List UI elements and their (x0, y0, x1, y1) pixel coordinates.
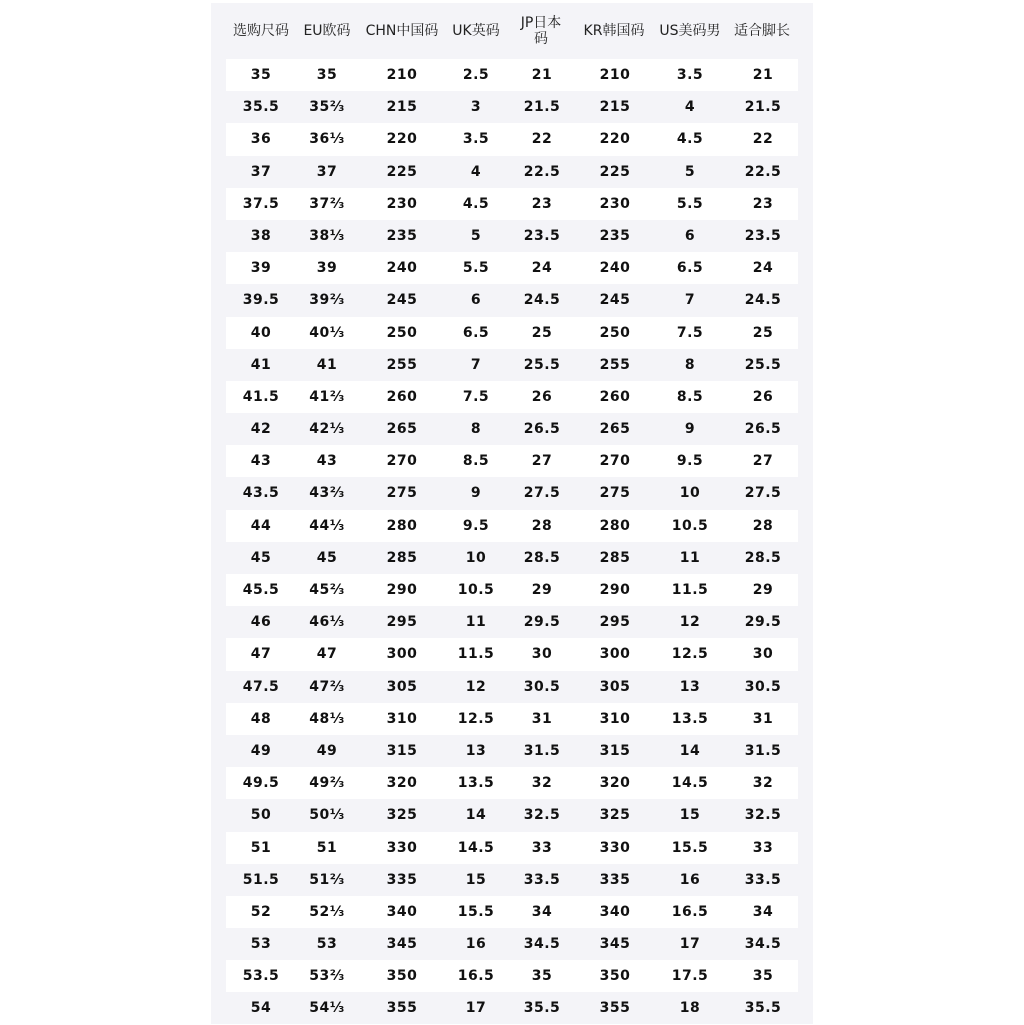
table-cell-uk: 12.5 (457, 710, 495, 727)
table-cell-kr: 240 (599, 260, 631, 277)
table-cell-eu: 35⅔ (309, 99, 345, 116)
table-cell-foot-length: 32.5 (744, 807, 782, 824)
table-cell-kr: 355 (599, 1000, 631, 1017)
table-cell-jp: 25 (531, 324, 553, 341)
table-cell-us: 15 (679, 807, 701, 824)
table-cell-eu: 40⅓ (309, 324, 345, 341)
table-cell-us: 6 (684, 227, 696, 244)
table-cell-kr: 250 (599, 324, 631, 341)
table-cell-eu: 45 (316, 549, 338, 566)
table-cell-uk: 11.5 (457, 646, 495, 663)
table-cell-size: 42 (250, 421, 272, 438)
table-cell-size: 52 (250, 903, 272, 920)
table-cell-chn: 265 (386, 421, 418, 438)
table-cell-jp: 25.5 (523, 356, 561, 373)
table-cell-foot-length: 22.5 (744, 163, 782, 180)
table-cell-uk: 7.5 (462, 388, 490, 405)
table-cell-chn: 210 (386, 67, 418, 83)
table-cell-jp: 30.5 (523, 678, 561, 695)
table-cell-us: 4 (684, 99, 696, 116)
table-cell-size: 51 (250, 839, 272, 856)
table-cell-uk: 11 (465, 614, 487, 631)
table-cell-size: 37 (250, 163, 272, 180)
table-cell-us: 16 (679, 871, 701, 888)
table-cell-size: 39 (250, 260, 272, 277)
table-cell-chn: 215 (386, 99, 418, 116)
table-cell-jp: 22 (531, 131, 553, 148)
table-row (226, 445, 798, 477)
table-row (226, 220, 798, 252)
table-cell-foot-length: 31.5 (744, 742, 782, 759)
table-cell-uk: 14 (465, 807, 487, 824)
table-cell-chn: 330 (386, 839, 418, 856)
table-cell-foot-length: 26 (752, 388, 774, 405)
table-cell-us: 7 (684, 292, 696, 309)
table-cell-kr: 320 (599, 775, 631, 792)
table-cell-size: 40 (250, 324, 272, 341)
size-chart-panel (211, 3, 813, 1024)
table-cell-jp: 26.5 (523, 421, 561, 438)
table-cell-chn: 295 (386, 614, 418, 631)
header-cell-foot-length: 适合脚长 (734, 22, 790, 39)
table-cell-eu: 53⅔ (309, 968, 345, 985)
table-cell-size: 49 (250, 742, 272, 759)
table-cell-foot-length: 27 (752, 453, 774, 470)
table-cell-jp: 32 (531, 775, 553, 792)
table-cell-uk: 17 (465, 1000, 487, 1017)
table-cell-uk: 9.5 (462, 517, 490, 534)
table-cell-chn: 230 (386, 195, 418, 212)
table-row (226, 477, 798, 509)
table-cell-foot-length: 33 (752, 839, 774, 856)
table-cell-us: 6.5 (676, 260, 704, 277)
table-row (226, 735, 798, 767)
table-cell-kr: 230 (599, 195, 631, 212)
table-cell-uk: 5 (470, 227, 482, 244)
table-row (226, 799, 798, 831)
table-cell-foot-length: 35 (752, 968, 774, 985)
table-cell-chn: 305 (386, 678, 418, 695)
table-cell-kr: 220 (599, 131, 631, 148)
table-cell-uk: 3 (470, 99, 482, 116)
table-cell-foot-length: 34 (752, 903, 774, 920)
table-cell-us: 14 (679, 742, 701, 759)
table-cell-size: 47 (250, 646, 272, 663)
table-cell-kr: 270 (599, 453, 631, 470)
table-cell-us: 14.5 (671, 775, 709, 792)
table-cell-chn: 300 (386, 646, 418, 663)
table-cell-kr: 235 (599, 227, 631, 244)
table-cell-us: 11 (679, 549, 701, 566)
table-cell-uk: 12 (465, 678, 487, 695)
table-cell-jp: 23 (531, 195, 553, 212)
table-cell-eu: 43 (316, 453, 338, 470)
table-cell-jp: 34.5 (523, 936, 561, 953)
table-cell-kr: 315 (599, 742, 631, 759)
table-cell-kr: 325 (599, 807, 631, 824)
table-cell-size: 43 (250, 453, 272, 470)
table-cell-us: 17.5 (671, 968, 709, 985)
table-cell-us: 5.5 (676, 195, 704, 212)
table-cell-jp: 30 (531, 646, 553, 663)
table-row (226, 703, 798, 735)
table-cell-size: 50 (250, 807, 272, 824)
table-cell-kr: 310 (599, 710, 631, 727)
table-row (226, 123, 798, 155)
header-cell-size: 选购尺码 (233, 22, 289, 39)
table-cell-eu: 36⅓ (309, 131, 345, 148)
table-cell-size: 44 (250, 517, 272, 534)
table-cell-eu: 50⅓ (309, 807, 345, 824)
table-cell-foot-length: 21 (752, 67, 774, 83)
table-cell-chn: 275 (386, 485, 418, 502)
table-cell-us: 9 (684, 421, 696, 438)
table-cell-uk: 8.5 (462, 453, 490, 470)
table-cell-jp: 27 (531, 453, 553, 470)
table-cell-jp: 31 (531, 710, 553, 727)
table-cell-jp: 21 (531, 67, 553, 83)
table-cell-uk: 5.5 (462, 260, 490, 277)
table-row (226, 864, 798, 896)
table-cell-foot-length: 26.5 (744, 421, 782, 438)
table-cell-jp: 35 (531, 968, 553, 985)
table-row (226, 606, 798, 638)
table-row (226, 156, 798, 188)
header-cell-chn: CHN中国码 (365, 22, 439, 39)
table-cell-jp: 28 (531, 517, 553, 534)
table-cell-foot-length: 32 (752, 775, 774, 792)
table-cell-foot-length: 30.5 (744, 678, 782, 695)
table-row (226, 832, 798, 864)
table-cell-kr: 290 (599, 582, 631, 598)
table-cell-eu: 45⅔ (309, 582, 345, 598)
table-cell-kr: 330 (599, 839, 631, 856)
table-cell-chn: 310 (386, 710, 418, 727)
table-cell-us: 8 (684, 356, 696, 373)
table-cell-foot-length: 35.5 (744, 1000, 782, 1017)
table-cell-size: 45 (250, 549, 272, 566)
table-cell-foot-length: 30 (752, 646, 774, 663)
table-row (226, 59, 798, 91)
table-cell-us: 5 (684, 163, 696, 180)
table-cell-jp: 31.5 (523, 742, 561, 759)
table-cell-foot-length: 31 (752, 710, 774, 727)
header-cell-eu: EU欧码 (303, 22, 351, 39)
table-cell-foot-length: 25.5 (744, 356, 782, 373)
table-cell-kr: 305 (599, 678, 631, 695)
table-row (226, 992, 798, 1024)
table-cell-foot-length: 22 (752, 131, 774, 148)
table-cell-chn: 270 (386, 453, 418, 470)
table-row (226, 671, 798, 703)
table-cell-eu: 51⅔ (309, 871, 345, 888)
table-row (226, 317, 798, 349)
table-cell-foot-length: 23.5 (744, 227, 782, 244)
table-cell-jp: 28.5 (523, 549, 561, 566)
table-cell-chn: 315 (386, 742, 418, 759)
table-cell-uk: 16 (465, 936, 487, 953)
table-cell-chn: 280 (386, 517, 418, 534)
table-cell-foot-length: 21.5 (744, 99, 782, 116)
table-cell-chn: 325 (386, 807, 418, 824)
table-cell-jp: 26 (531, 388, 553, 405)
table-cell-chn: 260 (386, 388, 418, 405)
table-cell-chn: 290 (386, 582, 418, 598)
table-cell-us: 10.5 (671, 517, 709, 534)
table-cell-us: 13.5 (671, 710, 709, 727)
table-cell-chn: 255 (386, 356, 418, 373)
table-cell-jp: 33.5 (523, 871, 561, 888)
table-cell-chn: 350 (386, 968, 418, 985)
table-cell-kr: 210 (599, 67, 631, 83)
table-cell-kr: 340 (599, 903, 631, 920)
table-cell-size: 43.5 (242, 485, 280, 502)
table-cell-size: 35.5 (242, 99, 280, 116)
table-cell-uk: 10.5 (457, 582, 495, 598)
table-cell-foot-length: 29.5 (744, 614, 782, 631)
table-cell-eu: 47 (316, 646, 338, 663)
table-cell-eu: 39⅔ (309, 292, 345, 309)
table-cell-eu: 37⅔ (309, 195, 345, 212)
table-cell-uk: 6 (470, 292, 482, 309)
table-cell-eu: 51 (316, 839, 338, 856)
table-header (211, 3, 813, 58)
table-cell-size: 36 (250, 131, 272, 148)
table-cell-foot-length: 27.5 (744, 485, 782, 502)
table-cell-kr: 275 (599, 485, 631, 502)
table-cell-jp: 24 (531, 260, 553, 277)
table-cell-eu: 41⅔ (309, 388, 345, 405)
table-row (226, 574, 798, 606)
table-cell-foot-length: 34.5 (744, 936, 782, 953)
table-cell-size: 49.5 (242, 775, 280, 792)
table-cell-chn: 320 (386, 775, 418, 792)
table-cell-foot-length: 25 (752, 324, 774, 341)
table-cell-eu: 42⅓ (309, 421, 345, 438)
table-cell-uk: 6.5 (462, 324, 490, 341)
table-cell-chn: 345 (386, 936, 418, 953)
table-cell-uk: 4 (470, 163, 482, 180)
table-cell-size: 54 (250, 1000, 272, 1017)
table-cell-size: 53 (250, 936, 272, 953)
header-cell-kr: KR韩国码 (583, 22, 645, 39)
table-cell-us: 18 (679, 1000, 701, 1017)
table-cell-kr: 215 (599, 99, 631, 116)
table-cell-size: 45.5 (242, 582, 280, 598)
table-cell-uk: 13.5 (457, 775, 495, 792)
table-cell-us: 3.5 (676, 67, 704, 83)
table-row (226, 91, 798, 123)
table-cell-us: 16.5 (671, 903, 709, 920)
table-cell-kr: 345 (599, 936, 631, 953)
table-cell-eu: 49⅔ (309, 775, 345, 792)
table-cell-foot-length: 33.5 (744, 871, 782, 888)
table-cell-uk: 2.5 (462, 67, 490, 83)
table-cell-size: 39.5 (242, 292, 280, 309)
table-cell-foot-length: 28 (752, 517, 774, 534)
table-cell-jp: 22.5 (523, 163, 561, 180)
table-cell-us: 10 (679, 485, 701, 502)
table-cell-size: 47.5 (242, 678, 280, 695)
table-cell-uk: 15 (465, 871, 487, 888)
table-cell-jp: 34 (531, 903, 553, 920)
table-cell-size: 46 (250, 614, 272, 631)
table-cell-us: 12 (679, 614, 701, 631)
table-cell-kr: 350 (599, 968, 631, 985)
table-cell-jp: 23.5 (523, 227, 561, 244)
table-cell-jp: 29 (531, 582, 553, 598)
table-cell-us: 11.5 (671, 582, 709, 598)
table-cell-size: 38 (250, 227, 272, 244)
table-cell-uk: 14.5 (457, 839, 495, 856)
table-cell-uk: 4.5 (462, 195, 490, 212)
table-cell-jp: 21.5 (523, 99, 561, 116)
table-cell-foot-length: 28.5 (744, 549, 782, 566)
table-cell-eu: 52⅓ (309, 903, 345, 920)
table-cell-eu: 44⅓ (309, 517, 345, 534)
table-cell-uk: 9 (470, 485, 482, 502)
table-cell-us: 9.5 (676, 453, 704, 470)
table-cell-foot-length: 29 (752, 582, 774, 598)
header-cell-uk: UK英码 (452, 22, 500, 39)
table-cell-size: 37.5 (242, 195, 280, 212)
table-row (226, 896, 798, 928)
table-cell-chn: 240 (386, 260, 418, 277)
table-cell-uk: 10 (465, 549, 487, 566)
table-cell-chn: 225 (386, 163, 418, 180)
table-cell-kr: 335 (599, 871, 631, 888)
table-cell-kr: 300 (599, 646, 631, 663)
table-cell-eu: 39 (316, 260, 338, 277)
table-cell-uk: 3.5 (462, 131, 490, 148)
table-row (226, 349, 798, 381)
table-cell-chn: 245 (386, 292, 418, 309)
table-row (226, 960, 798, 992)
table-cell-jp: 27.5 (523, 485, 561, 502)
table-cell-jp: 33 (531, 839, 553, 856)
table-cell-chn: 235 (386, 227, 418, 244)
table-row (226, 542, 798, 574)
table-row (226, 284, 798, 316)
table-cell-kr: 285 (599, 549, 631, 566)
table-row (226, 252, 798, 284)
table-cell-chn: 340 (386, 903, 418, 920)
table-cell-eu: 41 (316, 356, 338, 373)
table-cell-eu: 46⅓ (309, 614, 345, 631)
table-cell-jp: 35.5 (523, 1000, 561, 1017)
table-cell-kr: 265 (599, 421, 631, 438)
table-cell-us: 17 (679, 936, 701, 953)
table-cell-eu: 53 (316, 936, 338, 953)
table-cell-eu: 47⅔ (309, 678, 345, 695)
table-cell-size: 41.5 (242, 388, 280, 405)
table-row (226, 638, 798, 670)
table-cell-uk: 13 (465, 742, 487, 759)
table-cell-eu: 35 (316, 67, 338, 83)
table-cell-us: 7.5 (676, 324, 704, 341)
table-cell-eu: 37 (316, 163, 338, 180)
table-cell-size: 48 (250, 710, 272, 727)
table-cell-size: 51.5 (242, 871, 280, 888)
table-cell-jp: 24.5 (523, 292, 561, 309)
table-cell-foot-length: 24 (752, 260, 774, 277)
table-cell-eu: 48⅓ (309, 710, 345, 727)
table-cell-kr: 295 (599, 614, 631, 631)
table-cell-kr: 225 (599, 163, 631, 180)
header-cell-jp: JP日本码 (520, 14, 562, 47)
table-cell-uk: 8 (470, 421, 482, 438)
table-cell-foot-length: 24.5 (744, 292, 782, 309)
header-cell-us: US美码男 (659, 22, 721, 39)
table-row (226, 188, 798, 220)
table-cell-eu: 49 (316, 742, 338, 759)
table-cell-uk: 7 (470, 356, 482, 373)
table-cell-foot-length: 23 (752, 195, 774, 212)
table-cell-size: 53.5 (242, 968, 280, 985)
table-cell-kr: 280 (599, 517, 631, 534)
table-cell-jp: 32.5 (523, 807, 561, 824)
table-cell-us: 12.5 (671, 646, 709, 663)
table-cell-uk: 16.5 (457, 968, 495, 985)
table-cell-size: 41 (250, 356, 272, 373)
table-cell-chn: 220 (386, 131, 418, 148)
table-cell-size: 35 (250, 67, 272, 83)
table-cell-eu: 38⅓ (309, 227, 345, 244)
table-cell-chn: 250 (386, 324, 418, 341)
table-cell-kr: 245 (599, 292, 631, 309)
table-cell-jp: 29.5 (523, 614, 561, 631)
table-row (226, 767, 798, 799)
table-cell-us: 13 (679, 678, 701, 695)
table-cell-chn: 335 (386, 871, 418, 888)
table-cell-eu: 54⅓ (309, 1000, 345, 1017)
table-cell-kr: 260 (599, 388, 631, 405)
table-row (226, 413, 798, 445)
table-cell-kr: 255 (599, 356, 631, 373)
table-cell-chn: 355 (386, 1000, 418, 1017)
table-cell-us: 8.5 (676, 388, 704, 405)
table-row (226, 928, 798, 960)
table-cell-uk: 15.5 (457, 903, 495, 920)
table-cell-eu: 43⅔ (309, 485, 345, 502)
table-cell-us: 4.5 (676, 131, 704, 148)
table-body (226, 59, 798, 1025)
table-row (226, 381, 798, 413)
table-cell-us: 15.5 (671, 839, 709, 856)
table-row (226, 510, 798, 542)
table-cell-chn: 285 (386, 549, 418, 566)
